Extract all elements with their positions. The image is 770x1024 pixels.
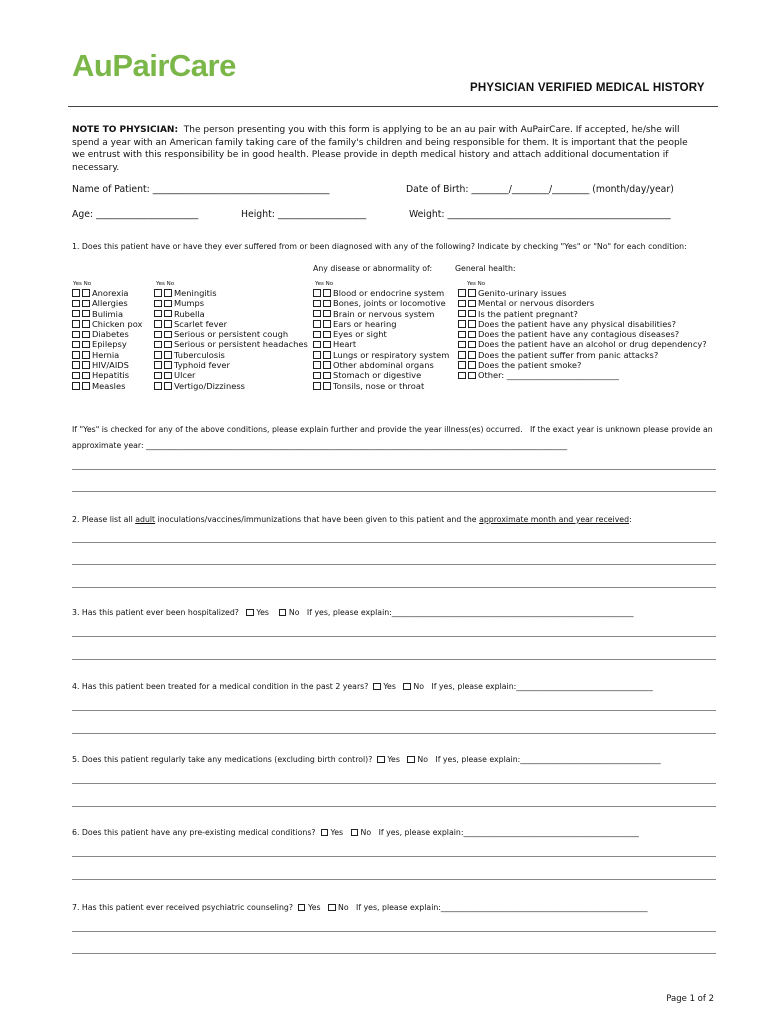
condition-label: Epilepsy bbox=[92, 339, 127, 350]
condition-row bbox=[72, 360, 142, 370]
q4-text: 4. Has this patient been treated for a medical condition in the past 2 years? bbox=[72, 682, 369, 691]
condition-row bbox=[154, 381, 308, 391]
answer-line[interactable] bbox=[72, 783, 716, 784]
yes-checkbox[interactable] bbox=[154, 331, 162, 339]
answer-line[interactable] bbox=[72, 564, 716, 565]
condition-row bbox=[313, 360, 449, 370]
answer-line[interactable] bbox=[72, 636, 716, 637]
yes-label: Yes bbox=[73, 281, 82, 287]
question-3 bbox=[72, 608, 634, 617]
yes-checkbox[interactable] bbox=[72, 320, 80, 328]
yes-checkbox[interactable] bbox=[313, 320, 321, 328]
height-field[interactable]: Height: ___________________ bbox=[241, 209, 367, 220]
condition-row bbox=[458, 288, 707, 298]
q6-text: 6. Does this patient have any pre-existing medical conditions? bbox=[72, 828, 316, 837]
condition-row bbox=[154, 339, 308, 349]
condition-list-1 bbox=[72, 288, 142, 391]
answer-line[interactable] bbox=[72, 542, 716, 543]
condition-label: Vertigo/Dizziness bbox=[174, 380, 245, 391]
header-divider bbox=[68, 106, 718, 107]
condition-row bbox=[72, 370, 142, 380]
condition-label: Serious or persistent headaches bbox=[174, 339, 308, 350]
yes-checkbox[interactable] bbox=[313, 331, 321, 339]
condition-row bbox=[154, 370, 308, 380]
condition-row bbox=[72, 309, 142, 319]
yes-checkbox[interactable] bbox=[458, 320, 466, 328]
no-label: No bbox=[477, 281, 486, 287]
condition-row bbox=[313, 339, 449, 349]
answer-line[interactable] bbox=[72, 953, 716, 954]
answer-line[interactable] bbox=[72, 879, 716, 880]
answer-line[interactable] bbox=[72, 491, 716, 492]
question-2 bbox=[72, 515, 632, 524]
condition-row bbox=[458, 298, 707, 308]
question-5 bbox=[72, 755, 661, 764]
explain-text: If "Yes" is checked for any of the above conditions, please explain further and provide the year illness(es) occurred. If the exact year is unknown please provide an bbox=[72, 425, 713, 434]
q6-yes-checkbox[interactable] bbox=[321, 829, 329, 837]
answer-line[interactable] bbox=[72, 659, 716, 660]
page-number: Page 1 of 2 bbox=[666, 994, 714, 1004]
q4-no-label: No bbox=[413, 682, 424, 691]
yes-checkbox[interactable] bbox=[313, 300, 321, 308]
no-label: No bbox=[166, 281, 175, 287]
q6-no-label: No bbox=[360, 828, 372, 837]
q5-text: 5. Does this patient regularly take any medications (excluding birth control)? bbox=[72, 755, 373, 764]
no-checkbox[interactable] bbox=[468, 341, 476, 349]
yes-checkbox[interactable] bbox=[72, 289, 80, 297]
no-label: No bbox=[83, 281, 92, 287]
condition-row bbox=[72, 319, 142, 329]
condition-row bbox=[313, 381, 449, 391]
q5-yes-label: Yes bbox=[387, 755, 400, 764]
age-field[interactable]: Age: ______________________ bbox=[72, 209, 199, 220]
condition-label: Hepatitis bbox=[92, 370, 130, 381]
condition-list-2 bbox=[154, 288, 308, 391]
dob-field[interactable]: Date of Birth: ________/________/________ (month/day/year) bbox=[406, 184, 674, 195]
condition-row bbox=[313, 370, 449, 380]
q3-yes-label: Yes bbox=[256, 608, 269, 617]
no-checkbox[interactable] bbox=[323, 331, 331, 339]
yes-checkbox[interactable] bbox=[154, 300, 162, 308]
condition-label: Does the patient have any physical disabilities? bbox=[478, 318, 677, 329]
no-checkbox[interactable] bbox=[82, 310, 90, 318]
condition-row bbox=[313, 298, 449, 308]
no-label: No bbox=[325, 281, 334, 287]
no-checkbox[interactable] bbox=[468, 320, 476, 328]
condition-label: Bulimia bbox=[92, 308, 124, 319]
no-checkbox[interactable] bbox=[82, 289, 90, 297]
question-7 bbox=[72, 903, 648, 912]
no-checkbox[interactable] bbox=[468, 310, 476, 318]
condition-label: Lungs or respiratory system bbox=[333, 349, 450, 360]
q2-text: 2. Please list all bbox=[72, 515, 136, 524]
no-checkbox[interactable] bbox=[323, 320, 331, 328]
condition-row bbox=[154, 309, 308, 319]
condition-row bbox=[458, 339, 707, 349]
yes-checkbox[interactable] bbox=[72, 382, 80, 390]
q4-no-checkbox[interactable] bbox=[403, 683, 411, 691]
condition-row bbox=[313, 350, 449, 360]
yes-checkbox[interactable] bbox=[154, 351, 162, 359]
aupaircare-logo: AuPairCare bbox=[72, 48, 236, 83]
no-checkbox[interactable] bbox=[468, 351, 476, 359]
header-any-disease: Any disease or abnormality of: bbox=[313, 264, 433, 273]
condition-row bbox=[313, 288, 449, 298]
q7-yes-label: Yes bbox=[307, 903, 321, 912]
condition-label: Chicken pox bbox=[92, 318, 143, 329]
condition-label: Ulcer bbox=[174, 370, 196, 381]
answer-line[interactable] bbox=[72, 733, 716, 734]
yes-checkbox[interactable] bbox=[458, 331, 466, 339]
yes-checkbox[interactable] bbox=[458, 351, 466, 359]
yes-checkbox[interactable] bbox=[154, 382, 162, 390]
condition-label: Anorexia bbox=[92, 288, 129, 298]
condition-label: Genito-urinary issues bbox=[478, 288, 567, 298]
condition-row bbox=[72, 288, 142, 298]
condition-label: HIV/AIDS bbox=[92, 360, 129, 371]
q5-explain-field[interactable]: If yes, please explain:____________________________________ bbox=[435, 755, 661, 764]
condition-label: Hernia bbox=[92, 349, 120, 360]
q3-explain-field[interactable]: If yes, please explain:______________________________________________________________ bbox=[306, 608, 634, 617]
condition-row bbox=[72, 339, 142, 349]
q5-no-checkbox[interactable] bbox=[407, 756, 415, 764]
answer-line[interactable] bbox=[72, 587, 716, 588]
no-checkbox[interactable] bbox=[82, 361, 90, 369]
condition-label: Measles bbox=[92, 380, 126, 391]
yes-no-header-3 bbox=[315, 281, 333, 287]
yes-checkbox[interactable] bbox=[72, 341, 80, 349]
q2-month-year: approximate month and year received bbox=[479, 515, 630, 524]
note-label: NOTE TO PHYSICIAN: bbox=[72, 125, 179, 135]
no-checkbox[interactable] bbox=[164, 341, 172, 349]
note-text: The person presenting you with this form is applying to be an au pair with AuPairCare. If accepted, he/she will spend a year with an American family taking care of the family's children and being responsible for them. It is important that the people we entrust with this responsibility be in good health. Please provide in depth medical history and attach additional documentation if necessary. bbox=[72, 125, 688, 173]
no-checkbox[interactable] bbox=[82, 372, 90, 380]
no-checkbox[interactable] bbox=[82, 341, 90, 349]
condition-label: Is the patient pregnant? bbox=[478, 308, 578, 319]
condition-label: Bones, joints or locomotive bbox=[333, 298, 446, 309]
yes-checkbox[interactable] bbox=[72, 310, 80, 318]
no-checkbox[interactable] bbox=[82, 331, 90, 339]
yes-no-header-1 bbox=[73, 281, 91, 287]
q5-yes-checkbox[interactable] bbox=[377, 756, 385, 764]
no-checkbox[interactable] bbox=[82, 320, 90, 328]
page-title: PHYSICIAN VERIFIED MEDICAL HISTORY bbox=[470, 82, 705, 94]
q7-yes-checkbox[interactable] bbox=[298, 904, 306, 912]
no-checkbox[interactable] bbox=[164, 310, 172, 318]
condition-row bbox=[313, 309, 449, 319]
no-checkbox[interactable] bbox=[164, 300, 172, 308]
yes-checkbox[interactable] bbox=[154, 372, 162, 380]
condition-label: Rubella bbox=[174, 308, 205, 319]
no-checkbox[interactable] bbox=[323, 382, 331, 390]
yes-checkbox[interactable] bbox=[313, 289, 321, 297]
condition-label: Allergies bbox=[92, 298, 128, 309]
condition-row bbox=[72, 329, 142, 339]
condition-row bbox=[458, 370, 707, 380]
condition-label: Eyes or sight bbox=[333, 329, 387, 340]
condition-label: Tuberculosis bbox=[174, 349, 225, 360]
no-checkbox[interactable] bbox=[323, 310, 331, 318]
no-checkbox[interactable] bbox=[468, 331, 476, 339]
weight-field[interactable]: Weight: ________________________________________________ bbox=[409, 209, 671, 220]
yes-checkbox[interactable] bbox=[313, 341, 321, 349]
yes-checkbox[interactable] bbox=[72, 361, 80, 369]
condition-label: Mental or nervous disorders bbox=[478, 298, 595, 309]
condition-row bbox=[458, 309, 707, 319]
condition-label: Blood or endocrine system bbox=[333, 288, 445, 298]
condition-row bbox=[154, 350, 308, 360]
condition-label: Serious or persistent cough bbox=[174, 329, 289, 340]
no-checkbox[interactable] bbox=[164, 361, 172, 369]
condition-row bbox=[154, 329, 308, 339]
condition-label: Typhoid fever bbox=[174, 360, 230, 371]
q4-explain-field[interactable]: If yes, please explain:___________________________________ bbox=[431, 682, 653, 691]
yes-checkbox[interactable] bbox=[154, 320, 162, 328]
question-4 bbox=[72, 682, 653, 691]
q3-text: 3. Has this patient ever been hospitalized? bbox=[72, 608, 239, 617]
no-checkbox[interactable] bbox=[323, 372, 331, 380]
q2-colon: : bbox=[629, 515, 632, 524]
condition-row bbox=[458, 329, 707, 339]
condition-label: Mumps bbox=[174, 298, 205, 309]
yes-label: Yes bbox=[467, 281, 476, 287]
condition-row bbox=[72, 298, 142, 308]
condition-list-3 bbox=[313, 288, 449, 391]
condition-label: Does the patient suffer from panic attacks? bbox=[478, 349, 659, 360]
q7-no-label: No bbox=[338, 903, 349, 912]
yes-checkbox[interactable] bbox=[72, 331, 80, 339]
note-to-physician bbox=[72, 124, 702, 174]
condition-row bbox=[154, 288, 308, 298]
approx-year-field[interactable]: approximate year: ____________________________________________________________________________________________________________ bbox=[72, 441, 568, 450]
no-checkbox[interactable] bbox=[323, 300, 331, 308]
header-general-health: General health: bbox=[455, 264, 516, 273]
q7-no-checkbox[interactable] bbox=[328, 904, 336, 912]
condition-label: Does the patient have any contagious diseases? bbox=[478, 329, 680, 340]
condition-list-4 bbox=[458, 288, 707, 381]
yes-checkbox[interactable] bbox=[313, 351, 321, 359]
q4-yes-checkbox[interactable] bbox=[373, 683, 381, 691]
condition-label: Ears or hearing bbox=[333, 318, 397, 329]
yes-checkbox[interactable] bbox=[72, 300, 80, 308]
condition-row bbox=[458, 350, 707, 360]
yes-checkbox[interactable] bbox=[154, 289, 162, 297]
yes-checkbox[interactable] bbox=[313, 372, 321, 380]
q3-no-label: No bbox=[288, 608, 300, 617]
q3-no-checkbox[interactable] bbox=[279, 609, 287, 617]
no-checkbox[interactable] bbox=[323, 351, 331, 359]
yes-label: Yes bbox=[156, 281, 165, 287]
condition-row bbox=[154, 298, 308, 308]
yes-no-header-4 bbox=[467, 281, 485, 287]
yes-checkbox[interactable] bbox=[72, 351, 80, 359]
condition-label: Does the patient have an alcohol or drug dependency? bbox=[478, 339, 707, 350]
answer-line[interactable] bbox=[72, 856, 716, 857]
condition-label: Heart bbox=[333, 339, 357, 350]
q6-no-checkbox[interactable] bbox=[351, 829, 359, 837]
condition-row bbox=[154, 360, 308, 370]
yes-checkbox[interactable] bbox=[72, 372, 80, 380]
no-checkbox[interactable] bbox=[468, 300, 476, 308]
yes-label: Yes bbox=[315, 281, 324, 287]
no-checkbox[interactable] bbox=[164, 320, 172, 328]
yes-checkbox[interactable] bbox=[154, 361, 162, 369]
question-1: 1. Does this patient have or have they ever suffered from or been diagnosed with any of the following? Indicate by checking "Yes" or "No" for each condition: bbox=[72, 242, 687, 251]
answer-line[interactable] bbox=[72, 931, 716, 932]
no-checkbox[interactable] bbox=[323, 341, 331, 349]
yes-checkbox[interactable] bbox=[154, 341, 162, 349]
no-checkbox[interactable] bbox=[82, 300, 90, 308]
condition-row bbox=[72, 381, 142, 391]
condition-row bbox=[313, 329, 449, 339]
question-6 bbox=[72, 828, 639, 837]
q3-yes-checkbox[interactable] bbox=[246, 609, 254, 617]
q6-yes-label: Yes bbox=[330, 828, 344, 837]
q7-explain-field[interactable]: If yes, please explain:_____________________________________________________ bbox=[356, 903, 648, 912]
no-checkbox[interactable] bbox=[164, 351, 172, 359]
no-checkbox[interactable] bbox=[468, 372, 476, 380]
yes-checkbox[interactable] bbox=[458, 310, 466, 318]
condition-label: Tonsils, nose or throat bbox=[333, 380, 425, 391]
no-checkbox[interactable] bbox=[468, 361, 476, 369]
yes-no-header-2 bbox=[156, 281, 174, 287]
condition-label: Other abdominal organs bbox=[333, 360, 434, 371]
condition-row bbox=[72, 350, 142, 360]
condition-label: Brain or nervous system bbox=[333, 308, 435, 319]
condition-label: Scarlet fever bbox=[174, 318, 228, 329]
answer-line[interactable] bbox=[72, 806, 716, 807]
q4-yes-label: Yes bbox=[383, 682, 396, 691]
yes-checkbox[interactable] bbox=[458, 372, 466, 380]
no-checkbox[interactable] bbox=[82, 351, 90, 359]
yes-checkbox[interactable] bbox=[154, 310, 162, 318]
yes-checkbox[interactable] bbox=[313, 361, 321, 369]
condition-row bbox=[458, 319, 707, 329]
condition-label: Diabetes bbox=[92, 329, 129, 340]
no-checkbox[interactable] bbox=[164, 372, 172, 380]
yes-checkbox[interactable] bbox=[458, 361, 466, 369]
no-checkbox[interactable] bbox=[82, 382, 90, 390]
no-checkbox[interactable] bbox=[468, 289, 476, 297]
q6-explain-field[interactable]: If yes, please explain:_____________________________________________ bbox=[378, 828, 639, 837]
condition-label: Other: ___________________________ bbox=[478, 370, 619, 381]
no-checkbox[interactable] bbox=[323, 289, 331, 297]
condition-row bbox=[313, 319, 449, 329]
condition-row bbox=[154, 319, 308, 329]
no-checkbox[interactable] bbox=[164, 382, 172, 390]
condition-label: Does the patient smoke? bbox=[478, 360, 582, 371]
q2-text: inoculations/vaccines/immunizations that have been given to this patient and the bbox=[155, 515, 480, 524]
no-checkbox[interactable] bbox=[164, 331, 172, 339]
answer-line[interactable] bbox=[72, 710, 716, 711]
condition-label: Stomach or digestive bbox=[333, 370, 422, 381]
yes-checkbox[interactable] bbox=[458, 289, 466, 297]
q5-no-label: No bbox=[417, 755, 428, 764]
yes-checkbox[interactable] bbox=[313, 382, 321, 390]
condition-label: Meningitis bbox=[174, 288, 217, 298]
yes-checkbox[interactable] bbox=[313, 310, 321, 318]
no-checkbox[interactable] bbox=[164, 289, 172, 297]
yes-checkbox[interactable] bbox=[458, 300, 466, 308]
no-checkbox[interactable] bbox=[323, 361, 331, 369]
yes-checkbox[interactable] bbox=[458, 341, 466, 349]
answer-line[interactable] bbox=[72, 469, 716, 470]
q2-adult: adult bbox=[135, 515, 156, 524]
condition-row bbox=[458, 360, 707, 370]
q7-text: 7. Has this patient ever received psychiatric counseling? bbox=[72, 903, 293, 912]
patient-name-field[interactable]: Name of Patient: ______________________________________ bbox=[72, 184, 330, 195]
